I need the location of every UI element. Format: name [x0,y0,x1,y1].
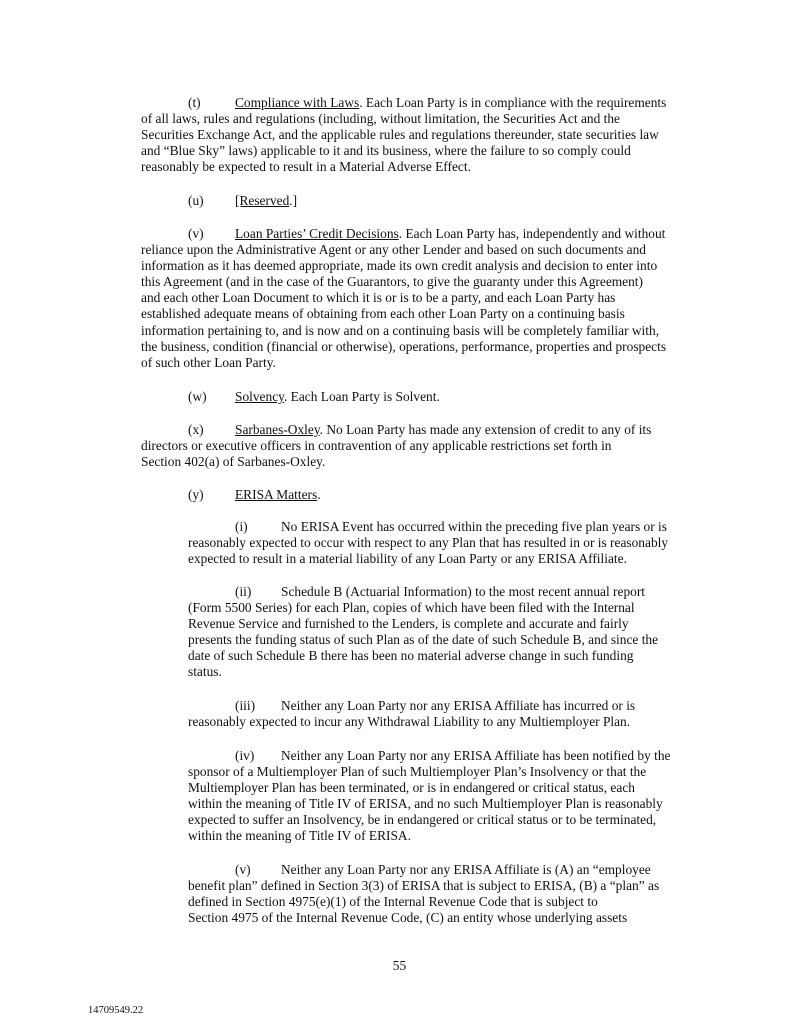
subsection-y-i-line-2: expected to result in a material liability of any Loan Party or any ERISA Affiliate. [188,551,627,567]
section-t-line-0: . Each Loan Party is in compliance with the requirements [359,95,667,110]
subsection-y-iv-line-4: expected to suffer an Insolvency, be in endangered or critical status or to be terminated, [188,812,657,828]
subsection-y-ii-line-4: date of such Schedule B there has been no material adverse change in such funding [188,648,634,664]
subsection-y-iv-line-1: sponsor of a Multiemployer Plan of such Multiemployer Plan’s Insolvency or that the [188,764,647,780]
subsection-y-iv-line-3: within the meaning of Title IV of ERISA, and no such Multiemployer Plan is reasonably [188,796,663,812]
subsection-y-iii-line-0: Neither any Loan Party nor any ERISA Affiliate has incurred or is [281,698,636,713]
page-number: 55 [392,958,407,973]
section-v-heading: Loan Parties’ Credit Decisions [235,226,399,241]
subsection-y-ii-marker: (ii) [235,584,252,599]
subsection-y-iv [188,748,711,845]
section-t [141,95,711,175]
section-u-marker: (u) [188,193,204,208]
section-v-line-1: reliance upon the Administrative Agent or any other Lender and based on such documents and [141,242,646,258]
subsection-y-ii-line-5: status. [188,664,222,680]
document-id: 14709549.22 [88,1005,144,1016]
subsection-y-iv-line-0: Neither any Loan Party nor any ERISA Affiliate has been notified by the [281,748,671,763]
subsection-y-v-line-2: defined in Section 4975(e)(1) of the Internal Revenue Code that is subject to [188,894,598,910]
section-y [141,487,711,503]
subsection-y-iv-line-5: within the meaning of Title IV of ERISA. [188,828,411,844]
section-u-heading: [Reserved [235,193,290,208]
section-w [141,389,711,405]
subsection-y-i [188,519,711,567]
section-v-line-6: information pertaining to, and is now and on a continuing basis will be completely familiar with, [141,322,660,338]
section-v-line-5: established adequate means of obtaining from each other Loan Party on a continuing basis [141,306,625,322]
subsection-y-v-marker: (v) [235,862,251,877]
section-w-heading: Solvency [235,389,284,404]
subsection-y-v [188,862,711,926]
subsection-y-v-line-0: Neither any Loan Party nor any ERISA Affiliate is (A) an “employee [281,862,651,877]
subsection-y-iii-marker: (iii) [235,698,256,713]
subsection-y-iv-line-2: Multiemployer Plan has been terminated, or is in endangered or critical status, each [188,780,635,796]
section-w-marker: (w) [188,389,207,404]
subsection-y-ii [188,584,711,681]
section-v-line-0: . Each Loan Party has, independently and without [398,226,666,241]
section-x-line-2: Section 402(a) of Sarbanes-Oxley. [141,454,326,470]
subsection-y-i-line-1: reasonably expected to occur with respect to any Plan that has resulted in or is reasonably [188,535,669,551]
subsection-y-ii-line-2: Revenue Service and furnished to the Lenders, is complete and accurate and fairly [188,616,629,632]
section-x-heading: Sarbanes-Oxley [235,422,320,437]
subsection-y-ii-line-0: Schedule B (Actuarial Information) to the most recent annual report [281,584,646,599]
section-y-heading: ERISA Matters [235,487,318,502]
subsection-y-v-line-3: Section 4975 of the Internal Revenue Code, (C) an entity whose underlying assets [188,910,628,926]
section-t-line-4: reasonably be expected to result in a Material Adverse Effect. [141,159,471,175]
section-t-line-1: of all laws, rules and regulations (including, without limitation, the Securities Act and the [141,111,620,127]
section-v-line-4: and each other Loan Document to which it is or is to be a party, and each Loan Party has [141,290,616,306]
section-v-line-8: of such other Loan Party. [141,354,276,370]
section-t-marker: (t) [188,95,201,110]
subsection-y-iii [188,698,711,730]
section-t-heading: Compliance with Laws [235,95,360,110]
section-v-line-7: the business, condition (financial or otherwise), operations, performance, properties and prospects [141,338,667,354]
section-v-line-3: this Agreement (and in the case of the Guarantors, to give the guaranty under this Agreement) [141,274,643,290]
subsection-y-i-line-0: No ERISA Event has occurred within the preceding five plan years or is [281,519,667,534]
section-u-tail: .] [289,193,298,208]
subsection-y-v-line-1: benefit plan” defined in Section 3(3) of ERISA that is subject to ERISA, (B) a “plan” as [188,878,660,894]
section-t-line-2: Securities Exchange Act, and the applicable rules and regulations thereunder, state securities law [141,127,659,143]
section-v-marker: (v) [188,226,204,241]
section-v-line-2: information as it has deemed appropriate, made its own credit analysis and decision to enter into [141,258,658,274]
subsection-y-iv-marker: (iv) [235,748,255,763]
section-y-tail: . [317,487,321,502]
section-t-line-3: and “Blue Sky” laws) applicable to it and its business, where the failure to so comply could [141,143,631,159]
subsection-y-ii-line-3: presents the funding status of such Plan as of the date of such Schedule B, and since the [188,632,659,648]
subsection-y-iii-line-1: reasonably expected to incur any Withdrawal Liability to any Multiemployer Plan. [188,714,631,730]
section-x-line-1: directors or executive officers in contravention of any applicable restrictions set forth in [141,438,612,454]
section-x-line-0: . No Loan Party has made any extension of credit to any of its [319,422,652,437]
section-y-marker: (y) [188,487,204,502]
subsection-y-ii-line-1: (Form 5500 Series) for each Plan, copies of which have been filed with the Internal [188,600,635,616]
section-w-tail: . Each Loan Party is Solvent. [283,389,440,404]
section-u [141,193,711,209]
subsection-y-i-marker: (i) [235,519,248,534]
section-x-marker: (x) [188,422,204,437]
section-x [141,422,711,470]
section-v [141,226,711,371]
